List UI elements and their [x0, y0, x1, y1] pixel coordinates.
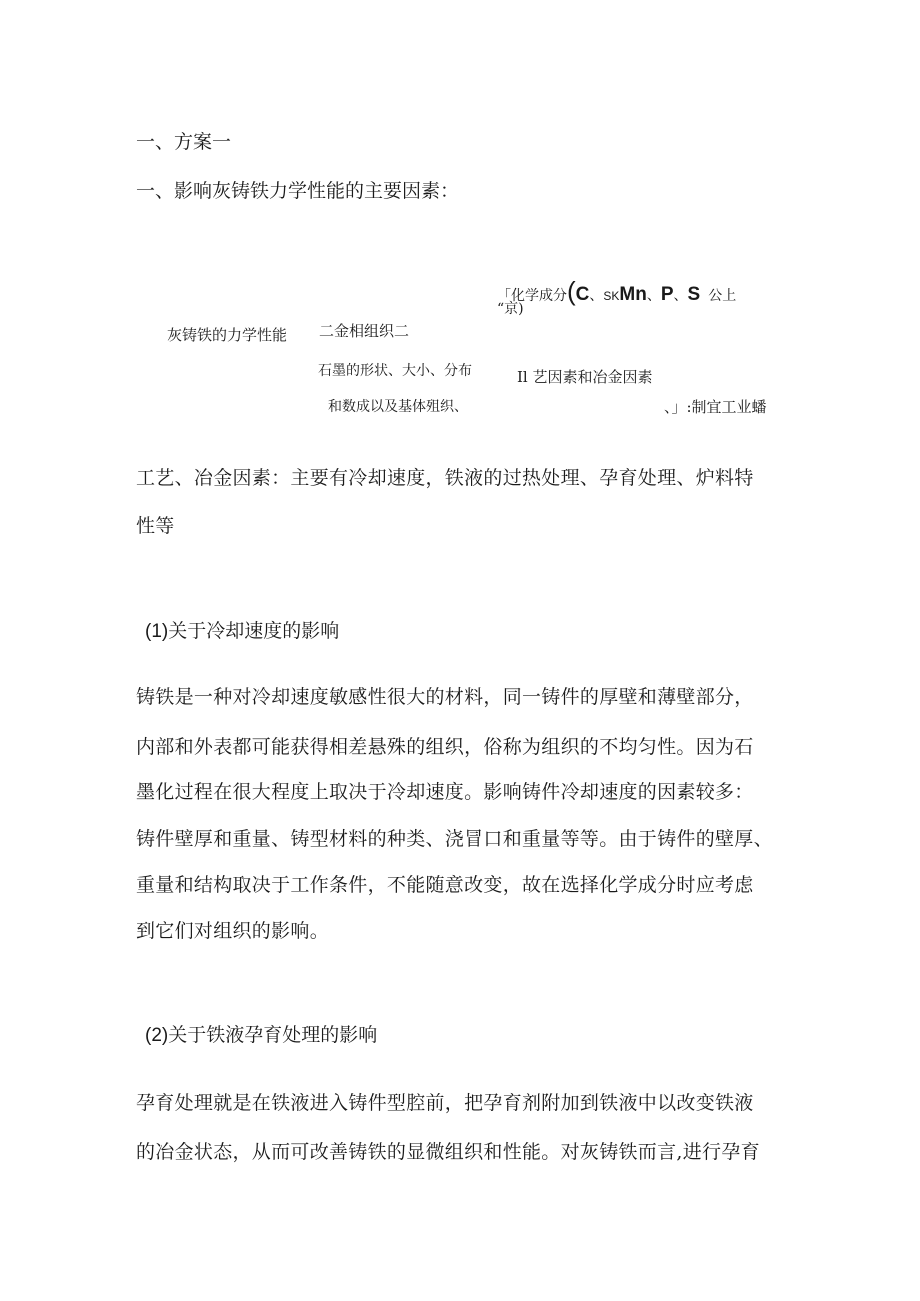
s1-line-4: 铸件壁厚和重量、铸型材料的种类、浇冒口和重量等等。由于铸件的壁厚、 [136, 828, 773, 850]
chem-p: P [660, 284, 674, 305]
section1-title: 关于冷却速度的影响 [168, 620, 340, 642]
chem-suffix: 公上 [708, 288, 737, 304]
diagram-matrix: 和数成以及基体殂织、 [328, 399, 468, 415]
chem-c: C [575, 284, 590, 305]
chem-prefix: 「化学成分 [497, 288, 567, 304]
section1-number: (1) [145, 621, 169, 642]
s1-line-2: 内部和外表都可能获得相差悬殊的组织，俗称为组织的不均匀性。因为石 [136, 736, 754, 758]
section1-heading [145, 616, 339, 643]
chem-mn: Mn [619, 284, 647, 305]
chem-line2: “京) [497, 301, 524, 317]
chem-sep2: 、 [646, 288, 661, 304]
chem-sk: SK [603, 289, 620, 303]
heading-factors: 一、影响灰铸铁力学性能的主要因素： [136, 180, 460, 202]
s1-line-3: 墨化过程在很大程度上取决于冷却速度。影响铸件冷却速度的因素较多： [136, 781, 754, 803]
chem-composition-line [497, 276, 736, 307]
chem-sep3: 、 [673, 288, 688, 304]
s1-line-5: 重量和结构取决于工作条件，不能随意改变，故在选择化学成分时应考虑 [136, 874, 754, 896]
heading-plan: 一、方案一 [136, 131, 232, 153]
process-line-1: 工艺、冶金因素：主要有冷却速度，铁液的过热处理、孕育处理、炉料特 [136, 467, 754, 489]
chem-paren: ( [567, 276, 576, 306]
s2-line-2: 的冶金状态，从而可改善铸铁的显微组织和性能。对灰铸铁而言,进行孕育 [136, 1141, 760, 1163]
diagram-process: Il 艺因素和冶金因素 [517, 368, 653, 386]
chem-s: S [687, 284, 701, 305]
diagram-structure: 二金相组织二 [319, 322, 410, 340]
s2-line-1: 孕育处理就是在铁液进入铸件型腔前，把孕育剂附加到铁液中以改变铁液 [136, 1092, 754, 1114]
process-line-2: 性等 [136, 515, 175, 537]
section2-number: (2) [145, 1025, 169, 1046]
diagram-main-label: 灰铸铁的力学性能 [167, 326, 288, 344]
section2-title: 关于铁液孕育处理的影响 [168, 1024, 378, 1046]
chem-sep1: 、 [589, 288, 604, 304]
diagram-graphite: 石墨的形状、大小、分布 [318, 363, 472, 379]
section2-heading [145, 1020, 377, 1047]
s1-line-1: 铸铁是一种对冷却速度敏感性很大的材料，同一铸件的厚壁和薄壁部分， [136, 686, 754, 708]
s1-line-6: 到它们对组织的影响。 [136, 920, 330, 942]
diagram-tail: 、」:制宜工业蟠 [664, 398, 767, 416]
